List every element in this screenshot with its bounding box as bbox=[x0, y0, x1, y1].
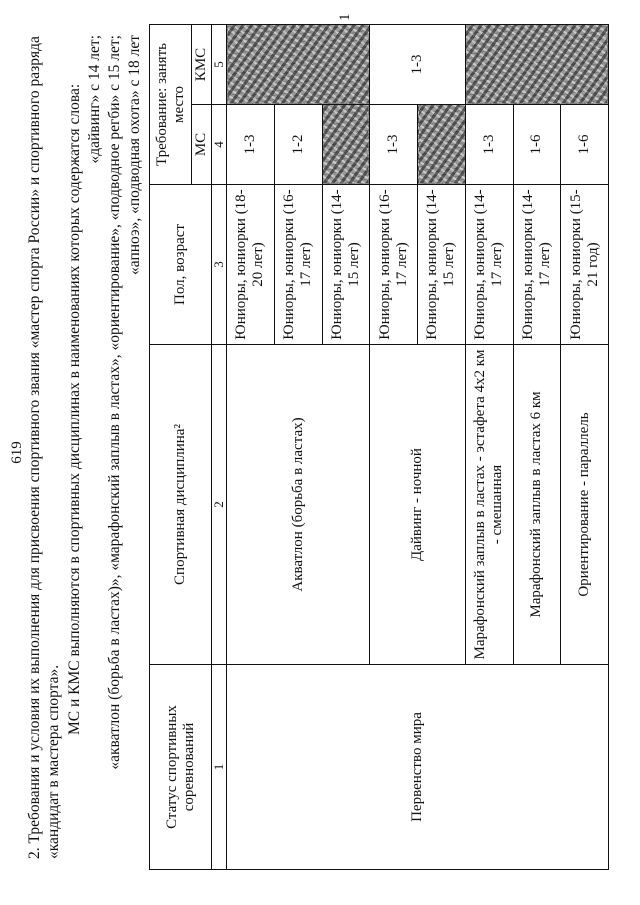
sex-age-cell: Юниоры, юниорки (14-15 лет) bbox=[418, 185, 466, 345]
index-cell: 2 bbox=[212, 345, 227, 665]
discipline-cell: Марафонский заплыв в ластах - эстафета 4х2 км - смешанная bbox=[465, 345, 513, 665]
discipline-cell: Дайвинг - ночной bbox=[370, 345, 466, 665]
sex-age-cell: Юниоры, юниорки (14-17 лет) bbox=[465, 185, 513, 345]
sex-age-cell: Юниоры, юниорки (14-17 лет) bbox=[513, 185, 561, 345]
header-status: Статус спортивных соревнований bbox=[150, 665, 212, 870]
intro-text-line-3: «акватлон (борьба в ластах)», «марафонский заплыв в ластах», «ориентирование», «подводное регби» с 15 лет; bbox=[106, 35, 123, 770]
ms-hatched-cell bbox=[418, 105, 466, 185]
index-cell: 4 bbox=[212, 105, 227, 185]
intro-text-line-2: «дайвинг» с 14 лет; bbox=[86, 35, 103, 164]
index-cell: 1 bbox=[212, 665, 227, 870]
kms-hatched-cell bbox=[465, 25, 608, 105]
header-discipline: Спортивная дисциплина² bbox=[150, 345, 212, 665]
kms-hatched-cell bbox=[227, 25, 370, 105]
header-row bbox=[150, 25, 192, 870]
header-requirement: Требование: занять место bbox=[150, 25, 192, 185]
sex-age-cell: Юниоры, юниорки (15-21 год) bbox=[561, 185, 609, 345]
sex-age-cell: Юниоры, юниорки (14-15 лет) bbox=[322, 185, 370, 345]
intro-text-line-4: «апноэ», «подводная охота» с 18 лет bbox=[126, 35, 143, 275]
ms-cell: 1-3 bbox=[227, 105, 275, 185]
header-ms: МС bbox=[192, 105, 212, 185]
ms-cell: 1-3 bbox=[370, 105, 418, 185]
ms-cell: 1-3 bbox=[465, 105, 513, 185]
sex-age-cell: Юниоры, юниорки (18-20 лет) bbox=[227, 185, 275, 345]
index-row bbox=[212, 25, 227, 870]
table-row bbox=[227, 25, 275, 870]
discipline-cell: Акватлон (борьба в ластах) bbox=[227, 345, 370, 665]
section-heading-line-1: 2. Требования и условия их выполнения для присвоения спортивного звания «мастер спорта России» и спортивного разряда bbox=[26, 36, 43, 859]
header-sex-age: Пол, возраст bbox=[150, 185, 212, 345]
discipline-cell: Марафонский заплыв в ластах 6 км bbox=[513, 345, 561, 665]
ms-cell: 1-6 bbox=[561, 105, 609, 185]
index-cell: 5 bbox=[212, 25, 227, 105]
ms-hatched-cell bbox=[322, 105, 370, 185]
sex-age-cell: Юниоры, юниорки (16-17 лет) bbox=[274, 185, 322, 345]
ms-cell: 1-6 bbox=[513, 105, 561, 185]
discipline-cell: Ориентирование - параллель bbox=[561, 345, 609, 665]
requirements-table bbox=[149, 13, 609, 870]
sex-age-cell: Юниоры, юниорки (16-17 лет) bbox=[370, 185, 418, 345]
ms-cell: 1-2 bbox=[274, 105, 322, 185]
index-cell: 3 bbox=[212, 185, 227, 345]
intro-text-line-1: МС и КМС выполняются в спортивных дисциплинах в наименованиях которых содержатся слова: bbox=[66, 83, 83, 735]
header-kms: КМС bbox=[192, 25, 212, 105]
table-row: Юниоры, юниорки (14-15 лет) 1 bbox=[322, 25, 370, 870]
section-heading-line-2: «кандидат в мастера спорта». bbox=[45, 664, 62, 859]
kms-cell: 1-3 bbox=[370, 25, 466, 105]
status-cell: Первенство мира bbox=[227, 665, 609, 870]
page-number: 619 bbox=[9, 441, 25, 464]
